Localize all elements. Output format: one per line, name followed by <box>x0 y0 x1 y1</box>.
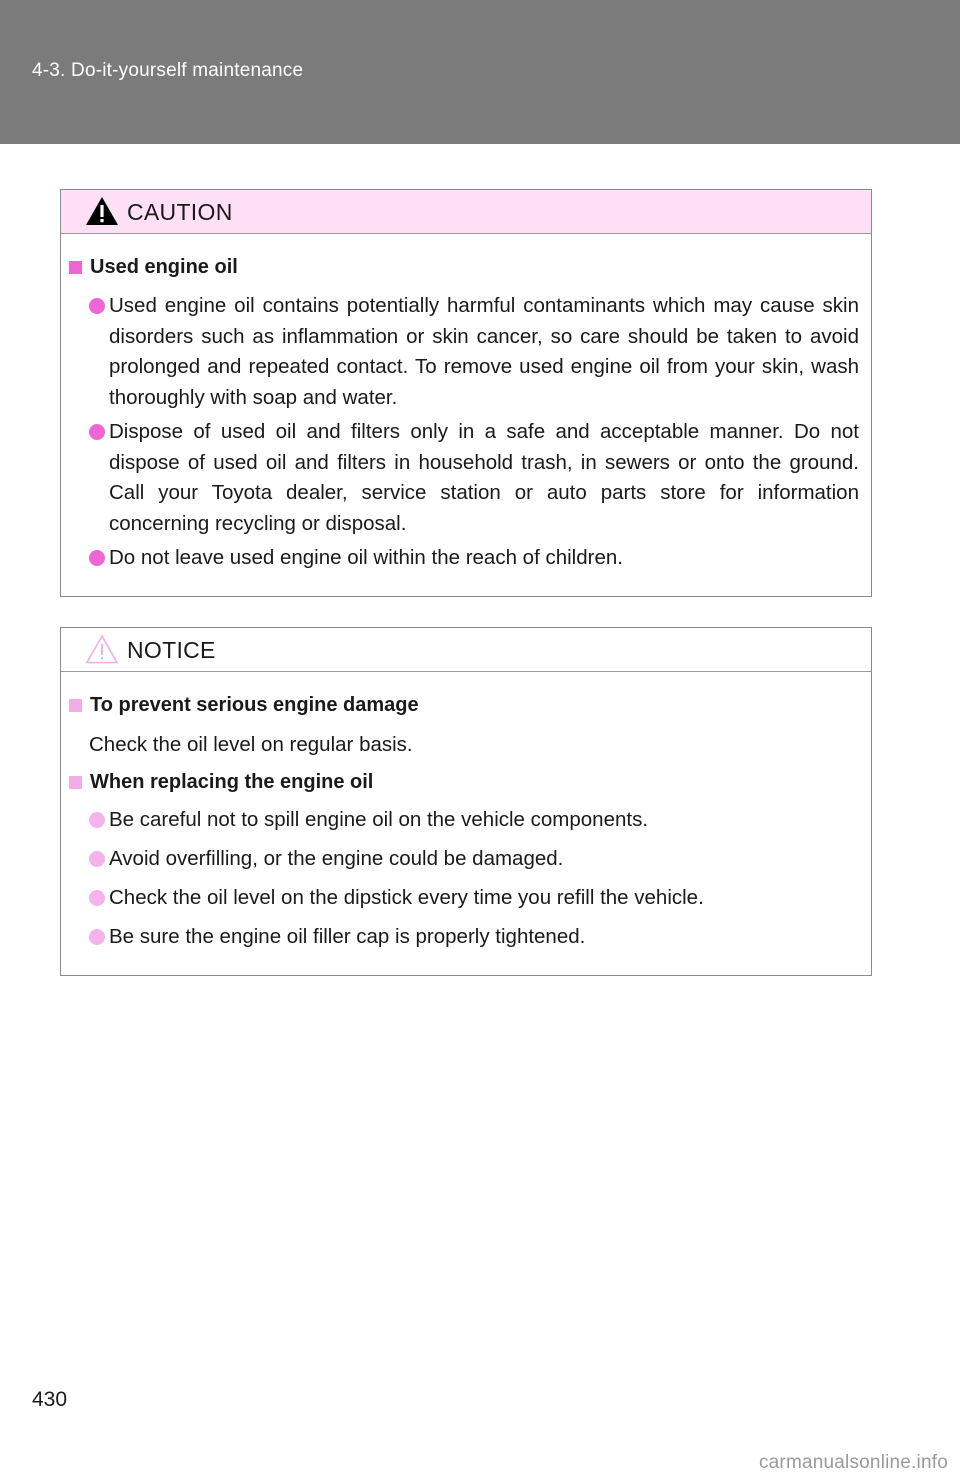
warning-triangle-outline-icon <box>85 634 119 664</box>
circle-bullet-icon <box>89 424 105 440</box>
notice-heading-2-text: When replacing the engine oil <box>90 771 374 793</box>
square-bullet-icon <box>69 261 82 274</box>
caution-heading <box>69 256 238 279</box>
notice-bullet-1 <box>89 805 859 836</box>
caution-label: CAUTION <box>127 199 233 225</box>
caution-bullet-3-text: Do not leave used engine oil within the reach of children. <box>109 546 623 569</box>
page-number: 430 <box>32 1388 68 1411</box>
notice-header <box>61 628 871 672</box>
warning-triangle-filled-icon <box>85 196 119 226</box>
circle-bullet-icon <box>89 890 105 906</box>
circle-bullet-icon <box>89 550 105 566</box>
notice-text-1: Check the oil level on regular basis. <box>89 733 413 756</box>
caution-bullet-1 <box>89 291 859 413</box>
notice-heading-1 <box>69 694 419 717</box>
square-bullet-icon <box>69 699 82 712</box>
notice-bullet-4 <box>89 922 859 953</box>
circle-bullet-icon <box>89 851 105 867</box>
notice-bullet-1-text: Be careful not to spill engine oil on the vehicle components. <box>109 808 649 831</box>
notice-heading-2 <box>69 771 373 794</box>
notice-bullet-2-text: Avoid overfilling, or the engine could be damaged. <box>109 847 564 870</box>
notice-bullet-3 <box>89 883 859 914</box>
caution-header <box>61 190 871 234</box>
caution-box <box>60 189 872 597</box>
square-bullet-icon <box>69 776 82 789</box>
notice-bullet-4-text: Be sure the engine oil filler cap is properly tightened. <box>109 925 586 948</box>
watermark: carmanualsonline.info <box>758 1452 948 1473</box>
caution-bullet-1-text: Used engine oil contains potentially harmful contaminants which may cause skin disorders such as inflammation or skin cancer, so care should be taken to avoid prolonged and repeated contact. To remove used engine oil from your skin, wash thoroughly with soap and water. <box>109 294 859 409</box>
circle-bullet-icon <box>89 298 105 314</box>
header-bar <box>0 0 960 144</box>
section-title: 4-3. Do-it-yourself maintenance <box>32 60 304 81</box>
notice-bullet-3-text: Check the oil level on the dipstick every time you refill the vehicle. <box>109 886 704 909</box>
caution-bullet-2-text: Dispose of used oil and filters only in a safe and acceptable manner. Do not dispose of used oil and filters in household trash, in sewers or onto the ground. Call your Toyota dealer, service station or auto parts store for information concerning recycling or disposal. <box>109 420 859 535</box>
caution-bullet-3 <box>89 543 859 574</box>
caution-bullet-2 <box>89 417 859 539</box>
notice-box <box>60 627 872 976</box>
circle-bullet-icon <box>89 812 105 828</box>
notice-heading-1-text: To prevent serious engine damage <box>90 694 419 716</box>
circle-bullet-icon <box>89 929 105 945</box>
notice-bullet-2 <box>89 844 859 875</box>
notice-label: NOTICE <box>127 637 216 663</box>
caution-heading-text: Used engine oil <box>90 256 238 278</box>
